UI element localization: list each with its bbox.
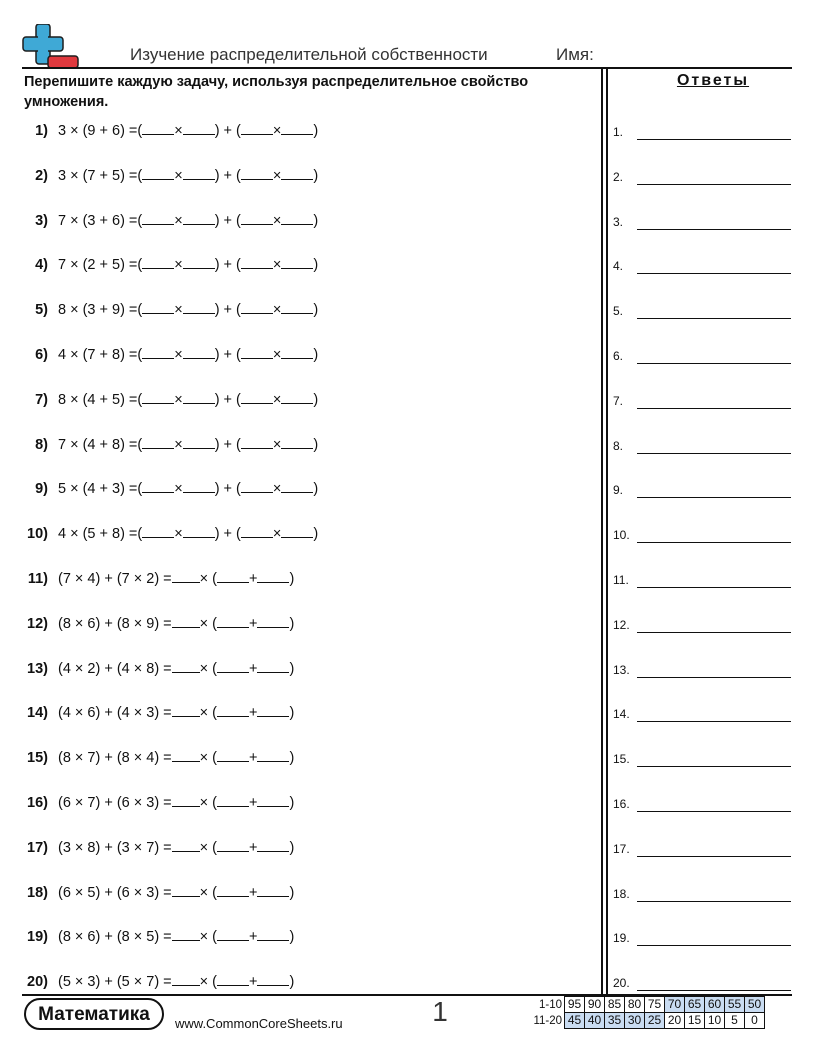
problem-text: 8 × (4 + 5) =(	[58, 391, 143, 408]
score-cell: 95	[565, 997, 585, 1013]
answer-number: 12.	[613, 617, 630, 632]
answer-blank[interactable]	[142, 478, 174, 493]
problem-number: 4)	[35, 257, 48, 274]
answer-number: 13.	[613, 662, 630, 677]
answer-line[interactable]	[613, 299, 793, 319]
answer-number: 11.	[613, 573, 629, 587]
answer-blank[interactable]	[257, 792, 289, 807]
answer-number: 3.	[613, 214, 624, 229]
problem-row	[0, 388, 590, 412]
problem-row	[0, 522, 590, 546]
answer-underline	[637, 497, 791, 498]
answer-underline	[637, 766, 791, 767]
problem-text: 3 × (9 + 6) =(	[58, 123, 143, 139]
problem-row	[0, 343, 590, 367]
problem-row	[0, 298, 590, 322]
answer-number: 17.	[613, 841, 630, 856]
answer-blank[interactable]	[257, 568, 289, 583]
problem-number: 3)	[35, 212, 48, 229]
problem-expression: 4 × (5 + 8) =( × ) + ( × )	[58, 522, 318, 546]
problem-row	[0, 567, 590, 591]
answer-blank[interactable]	[257, 971, 289, 986]
answer-blank[interactable]	[257, 926, 289, 941]
score-row	[565, 997, 765, 1013]
answer-blank[interactable]	[142, 210, 174, 225]
answer-blank[interactable]	[241, 344, 273, 359]
answers-heading: Ответы	[676, 72, 750, 89]
problem-expression: 8 × (3 + 9) =( × ) + ( × )	[58, 298, 318, 322]
answer-blank[interactable]	[241, 478, 273, 493]
answer-blank[interactable]	[172, 792, 200, 807]
problem-expression: (4 × 6) + (4 × 3) = × ( + )	[58, 701, 294, 725]
problem-row	[0, 925, 590, 949]
score-cell: 75	[645, 997, 665, 1013]
answer-line[interactable]	[613, 971, 793, 991]
answer-blank[interactable]	[183, 120, 215, 135]
answer-blank[interactable]	[142, 165, 174, 180]
answer-underline	[637, 587, 791, 588]
answer-number: 4.	[613, 259, 624, 274]
answer-line[interactable]	[613, 120, 793, 140]
answer-blank[interactable]	[281, 478, 313, 493]
answer-underline	[637, 990, 791, 991]
answer-blank[interactable]	[142, 523, 174, 538]
answer-blank[interactable]	[142, 254, 174, 269]
problem-row	[0, 836, 590, 860]
answer-line[interactable]	[613, 165, 793, 185]
problem-text: 4 × (5 + 8) =(	[58, 526, 143, 543]
answer-number: 19.	[613, 931, 630, 946]
problem-expression: (8 × 6) + (8 × 5) = × ( + )	[58, 925, 294, 949]
answer-line[interactable]	[613, 702, 793, 722]
site-url: www.CommonCoreSheets.ru	[175, 1016, 343, 1031]
problem-text: (4 × 6) + (4 × 3) =	[58, 705, 172, 722]
problem-number: 6)	[35, 347, 48, 363]
problem-number: 5)	[35, 302, 48, 319]
name-label: Имя:	[556, 45, 594, 64]
problem-row	[0, 657, 590, 681]
answer-underline	[637, 811, 791, 812]
score-cell: 60	[705, 997, 725, 1013]
answer-number: 20.	[613, 976, 630, 991]
problem-number: 16)	[27, 795, 48, 811]
problem-text: (8 × 6) + (8 × 9) =	[58, 615, 172, 632]
problem-expression: 4 × (7 + 8) =( × ) + ( × )	[58, 343, 318, 367]
answer-blank[interactable]	[183, 210, 215, 225]
answer-blank[interactable]	[172, 613, 200, 628]
answer-blank[interactable]	[281, 344, 313, 359]
answer-line[interactable]	[613, 926, 793, 946]
problem-text: (5 × 3) + (5 × 7) =	[58, 974, 172, 991]
answer-blank[interactable]	[217, 926, 249, 941]
problem-number: 17)	[27, 839, 48, 856]
answer-blank[interactable]	[257, 882, 289, 897]
answer-blank[interactable]	[183, 299, 215, 314]
answer-underline	[637, 408, 791, 409]
answer-blank[interactable]	[241, 299, 273, 314]
problem-text: 7 × (4 + 8) =(	[58, 436, 143, 453]
answer-line[interactable]	[613, 568, 793, 588]
answer-blank[interactable]	[172, 568, 200, 583]
answer-underline	[637, 453, 791, 454]
answer-underline	[637, 363, 791, 364]
answer-blank[interactable]	[281, 165, 313, 180]
score-cell: 25	[645, 1013, 665, 1029]
problem-number: 14)	[27, 705, 48, 722]
answer-number: 16.	[613, 797, 630, 811]
answer-blank[interactable]	[172, 747, 200, 762]
problem-number: 2)	[35, 167, 48, 184]
answer-blank[interactable]	[172, 971, 200, 986]
problem-text: 7 × (3 + 6) =(	[58, 212, 143, 229]
answer-line[interactable]	[613, 792, 793, 812]
answer-number: 2.	[613, 169, 624, 184]
score-cell: 15	[685, 1013, 705, 1029]
answer-blank[interactable]	[217, 747, 249, 762]
answer-blank[interactable]	[142, 434, 174, 449]
score-table	[564, 996, 765, 1029]
answer-blank[interactable]	[217, 568, 249, 583]
answer-blank[interactable]	[281, 523, 313, 538]
score-cell: 45	[565, 1013, 585, 1029]
answer-number: 8.	[613, 438, 624, 453]
answer-line[interactable]	[613, 389, 793, 409]
problem-number: 13)	[27, 660, 48, 677]
answer-number: 10.	[613, 528, 630, 543]
answer-blank[interactable]	[257, 837, 289, 852]
answer-line[interactable]	[613, 210, 793, 230]
problem-expression: (8 × 7) + (8 × 4) = × ( + )	[58, 746, 294, 770]
problem-text: (7 × 4) + (7 × 2) =	[58, 571, 172, 587]
score-cell: 30	[625, 1013, 645, 1029]
problem-number: 18)	[27, 884, 48, 901]
answer-underline	[637, 856, 791, 857]
problem-text: 4 × (7 + 8) =(	[58, 347, 143, 363]
problem-number: 12)	[27, 615, 48, 632]
problem-text: (3 × 8) + (3 × 7) =	[58, 839, 172, 856]
problem-expression: 7 × (2 + 5) =( × ) + ( × )	[58, 253, 318, 277]
answer-blank[interactable]	[241, 165, 273, 180]
answer-blank[interactable]	[183, 254, 215, 269]
problem-row	[0, 164, 590, 188]
answer-blank[interactable]	[217, 971, 249, 986]
answer-number: 18.	[613, 886, 630, 901]
answer-blank[interactable]	[257, 613, 289, 628]
problem-row	[0, 881, 590, 905]
problem-number: 19)	[27, 929, 48, 946]
problem-expression: 5 × (4 + 3) =( × ) + ( × )	[58, 477, 318, 501]
problem-expression: (4 × 2) + (4 × 8) = × ( + )	[58, 657, 294, 681]
answer-blank[interactable]	[241, 254, 273, 269]
problem-row	[0, 612, 590, 636]
answer-blank[interactable]	[183, 165, 215, 180]
answer-underline	[637, 945, 791, 946]
problem-expression: (7 × 4) + (7 × 2) = × ( + )	[58, 567, 294, 591]
answer-number: 6.	[613, 349, 624, 363]
answer-blank[interactable]	[142, 389, 174, 404]
answer-blank[interactable]	[183, 523, 215, 538]
answer-blank[interactable]	[241, 523, 273, 538]
problem-text: (6 × 5) + (6 × 3) =	[58, 884, 172, 901]
column-divider	[601, 67, 603, 995]
problem-number: 10)	[27, 526, 48, 543]
answer-blank[interactable]	[281, 120, 313, 135]
instructions: Перепишите каждую задачу, используя распределительное свойство умножения.	[24, 74, 529, 110]
problem-number: 8)	[35, 436, 48, 453]
problem-row	[0, 119, 590, 143]
answer-blank[interactable]	[217, 613, 249, 628]
answer-blank[interactable]	[183, 478, 215, 493]
problem-expression: (3 × 8) + (3 × 7) = × ( + )	[58, 836, 294, 860]
problem-text: (6 × 7) + (6 × 3) =	[58, 795, 172, 811]
answer-blank[interactable]	[172, 926, 200, 941]
score-cell: 85	[605, 997, 625, 1013]
answer-underline	[637, 273, 791, 274]
score-cell: 10	[705, 1013, 725, 1029]
score-cell: 35	[605, 1013, 625, 1029]
answer-underline	[637, 139, 791, 140]
answer-blank[interactable]	[172, 702, 200, 717]
plus-minus-logo-icon	[22, 24, 80, 70]
score-cell: 20	[665, 1013, 685, 1029]
problem-number: 1)	[35, 123, 48, 139]
answer-blank[interactable]	[217, 882, 249, 897]
problem-row	[0, 209, 590, 233]
answer-blank[interactable]	[281, 299, 313, 314]
problem-row	[0, 701, 590, 725]
answer-blank[interactable]	[241, 389, 273, 404]
score-row	[565, 1013, 765, 1029]
answer-number: 7.	[613, 393, 624, 408]
score-labels	[524, 997, 562, 1029]
answer-blank[interactable]	[281, 254, 313, 269]
answer-underline	[637, 542, 791, 543]
answer-line[interactable]	[613, 837, 793, 857]
answer-line[interactable]	[613, 747, 793, 767]
answer-blank[interactable]	[142, 299, 174, 314]
answer-blank[interactable]	[217, 792, 249, 807]
problem-text: 7 × (2 + 5) =(	[58, 257, 143, 274]
problem-text: 8 × (3 + 9) =(	[58, 302, 143, 319]
score-cell: 65	[685, 997, 705, 1013]
problem-expression: 3 × (7 + 5) =( × ) + ( × )	[58, 164, 318, 188]
problem-text: (8 × 7) + (8 × 4) =	[58, 750, 172, 767]
problem-text: 3 × (7 + 5) =(	[58, 167, 143, 184]
score-cell: 40	[585, 1013, 605, 1029]
answer-line[interactable]	[613, 434, 793, 454]
answer-blank[interactable]	[241, 210, 273, 225]
worksheet-title: Изучение распределительной собственности	[130, 45, 488, 64]
answer-blank[interactable]	[142, 344, 174, 359]
answer-blank[interactable]	[183, 434, 215, 449]
score-cell: 80	[625, 997, 645, 1013]
answer-underline	[637, 721, 791, 722]
answer-line[interactable]	[613, 613, 793, 633]
problem-expression: 7 × (3 + 6) =( × ) + ( × )	[58, 209, 318, 233]
answer-number: 9.	[613, 483, 624, 498]
answer-blank[interactable]	[172, 837, 200, 852]
answer-underline	[637, 229, 791, 230]
answer-number: 15.	[613, 752, 630, 767]
answer-number: 5.	[613, 304, 624, 319]
answer-blank[interactable]	[281, 389, 313, 404]
problem-row	[0, 970, 590, 994]
page-number: 1	[432, 996, 448, 1027]
answer-underline	[637, 632, 791, 633]
score-cell: 0	[745, 1013, 765, 1029]
answer-blank[interactable]	[217, 837, 249, 852]
answer-blank[interactable]	[172, 658, 200, 673]
answer-line[interactable]	[613, 523, 793, 543]
problem-number: 20)	[27, 974, 48, 991]
answer-underline	[637, 318, 791, 319]
problem-row	[0, 433, 590, 457]
answer-blank[interactable]	[281, 210, 313, 225]
score-cell: 55	[725, 997, 745, 1013]
answer-line[interactable]	[613, 344, 793, 364]
problem-row	[0, 253, 590, 277]
problem-number: 7)	[35, 391, 48, 408]
problem-text: (8 × 6) + (8 × 5) =	[58, 929, 172, 946]
answer-blank[interactable]	[241, 120, 273, 135]
score-cell: 70	[665, 997, 685, 1013]
problem-expression: (8 × 6) + (8 × 9) = × ( + )	[58, 612, 294, 636]
answer-line[interactable]	[613, 882, 793, 902]
answer-underline	[637, 184, 791, 185]
problem-row	[0, 791, 590, 815]
problem-number: 15)	[27, 750, 48, 767]
header-divider	[22, 67, 792, 69]
answer-blank[interactable]	[281, 434, 313, 449]
answer-blank[interactable]	[257, 658, 289, 673]
score-cell: 5	[725, 1013, 745, 1029]
problem-expression: (5 × 3) + (5 × 7) = × ( + )	[58, 970, 294, 994]
problem-expression: (6 × 7) + (6 × 3) = × ( + )	[58, 791, 294, 815]
problem-row	[0, 746, 590, 770]
problem-number: 11)	[27, 571, 48, 587]
problem-expression: 3 × (9 + 6) =( × ) + ( × )	[58, 119, 318, 143]
answer-line[interactable]	[613, 658, 793, 678]
score-label-1-10: 1-10	[538, 999, 562, 1011]
problem-expression: 8 × (4 + 5) =( × ) + ( × )	[58, 388, 318, 412]
answer-blank[interactable]	[257, 747, 289, 762]
problem-number: 9)	[35, 481, 48, 498]
answer-number: 14.	[613, 707, 630, 722]
answer-blank[interactable]	[241, 434, 273, 449]
problem-text: (4 × 2) + (4 × 8) =	[58, 660, 172, 677]
answer-number: 1.	[613, 125, 624, 139]
problem-expression: 7 × (4 + 8) =( × ) + ( × )	[58, 433, 318, 457]
score-label-11-20: 11-20	[533, 1015, 562, 1027]
answer-underline	[637, 677, 791, 678]
answer-underline	[637, 901, 791, 902]
answer-blank[interactable]	[217, 702, 249, 717]
column-divider	[606, 67, 608, 995]
score-cell: 50	[745, 997, 765, 1013]
answer-blank[interactable]	[183, 344, 215, 359]
brand-badge: Математика	[24, 998, 164, 1030]
answer-blank[interactable]	[142, 120, 174, 135]
problem-row	[0, 477, 590, 501]
answer-line[interactable]	[613, 478, 793, 498]
answer-blank[interactable]	[172, 882, 200, 897]
answer-blank[interactable]	[183, 389, 215, 404]
score-cell: 90	[585, 997, 605, 1013]
problem-expression: (6 × 5) + (6 × 3) = × ( + )	[58, 881, 294, 905]
answer-line[interactable]	[613, 254, 793, 274]
problem-text: 5 × (4 + 3) =(	[58, 481, 143, 498]
answer-blank[interactable]	[257, 702, 289, 717]
answer-blank[interactable]	[217, 658, 249, 673]
